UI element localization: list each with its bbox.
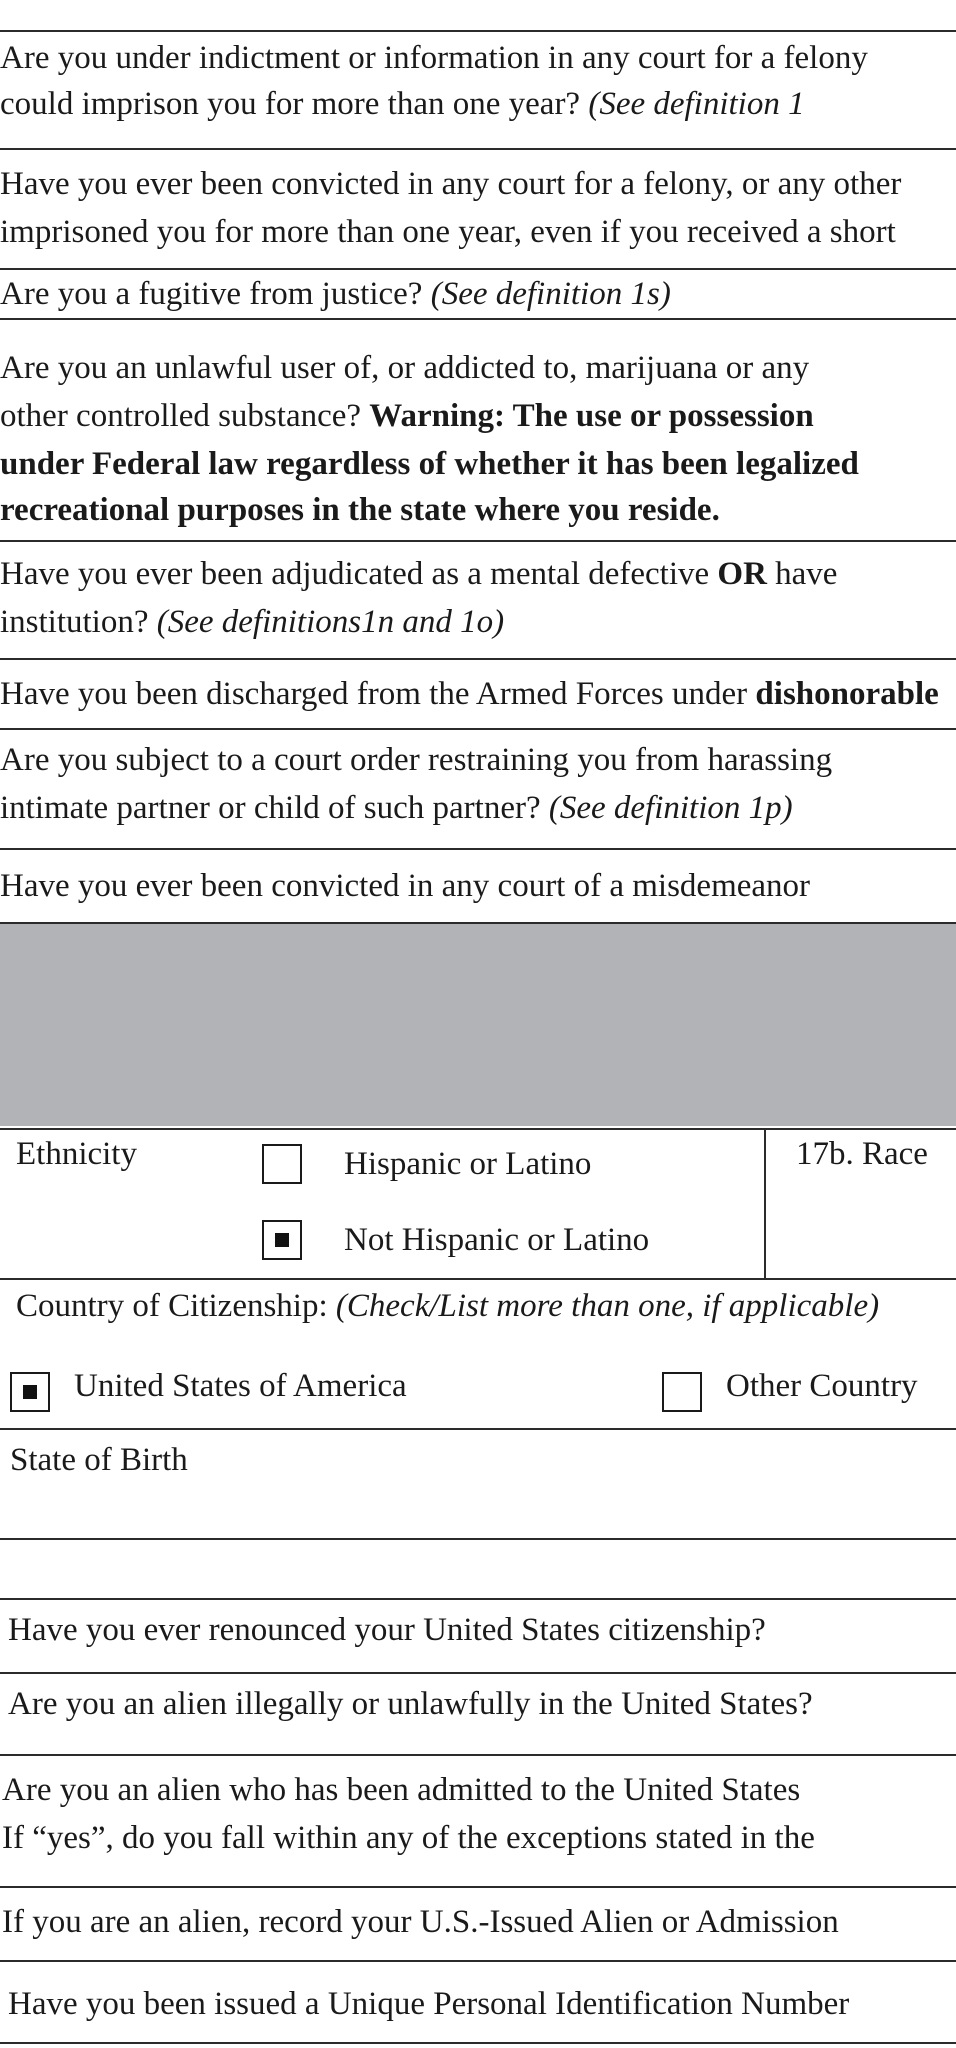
rule <box>0 1598 956 1600</box>
rule <box>0 728 956 730</box>
question-unlawful-user-line4: recreational purposes in the state where you reside. <box>0 492 720 528</box>
rule <box>0 1278 956 1280</box>
hispanic-option-label: Hispanic or Latino <box>344 1146 592 1182</box>
question-alien-illegal: Are you an alien illegally or unlawfully in the United States? <box>8 1686 813 1722</box>
shaded-section-header <box>0 924 956 1126</box>
not-hispanic-option-label: Not Hispanic or Latino <box>344 1222 650 1258</box>
race-label: 17b. Race <box>796 1136 928 1172</box>
check-mark-icon <box>23 1385 37 1399</box>
rule <box>0 268 956 270</box>
rule <box>0 848 956 850</box>
rule <box>0 658 956 660</box>
question-unlawful-user-line1: Are you an unlawful user of, or addicted to, marijuana or any <box>0 350 810 386</box>
rule <box>0 1886 956 1888</box>
state-of-birth-field[interactable] <box>0 1484 956 1536</box>
question-convicted-felony-line1: Have you ever been convicted in any court for a felony, or any other <box>0 166 902 202</box>
other-country-checkbox[interactable] <box>662 1372 702 1412</box>
rule <box>0 1754 956 1756</box>
ethnicity-label: Ethnicity <box>16 1136 137 1172</box>
question-unlawful-user-line3: under Federal law regardless of whether it has been legalized <box>0 446 859 482</box>
question-restraining-line1: Are you subject to a court order restraining you from harassing <box>0 742 833 778</box>
rule <box>0 540 956 542</box>
question-alien-admitted-line1: Are you an alien who has been admitted to the United States <box>2 1772 801 1808</box>
check-mark-icon <box>275 1233 289 1247</box>
hispanic-checkbox[interactable] <box>262 1144 302 1184</box>
citizenship-label: Country of Citizenship: (Check/List more than one, if applicable) <box>16 1288 880 1324</box>
question-discharged: Have you been discharged from the Armed Forces under dishonorable <box>0 676 939 712</box>
question-upin: Have you been issued a Unique Personal Identification Number <box>8 1986 850 2022</box>
rule <box>0 148 956 150</box>
usa-checkbox[interactable] <box>10 1372 50 1412</box>
question-convicted-felony-line2: imprisoned you for more than one year, even if you received a short <box>0 214 896 250</box>
question-renounced: Have you ever renounced your United States citizenship? <box>8 1612 766 1648</box>
rule <box>0 1960 956 1962</box>
usa-option-label: United States of America <box>74 1368 407 1404</box>
rule <box>0 30 956 32</box>
question-mental-line2: institution? (See definitions1n and 1o) <box>0 604 505 640</box>
question-alien-admitted-line2: If “yes”, do you fall within any of the exceptions stated in the <box>2 1820 815 1856</box>
question-restraining-line2: intimate partner or child of such partner? (See definition 1p) <box>0 790 793 826</box>
question-alien-number: If you are an alien, record your U.S.-Issued Alien or Admission <box>2 1904 839 1940</box>
question-fugitive: Are you a fugitive from justice? (See definition 1s) <box>0 276 671 312</box>
rule <box>0 2042 956 2044</box>
question-misdemeanor: Have you ever been convicted in any court of a misdemeanor <box>0 868 811 904</box>
question-mental-line1: Have you ever been adjudicated as a mental defective OR have <box>0 556 838 592</box>
rule <box>0 1128 956 1130</box>
rule <box>0 1672 956 1674</box>
rule <box>0 1428 956 1430</box>
column-divider <box>764 1128 766 1278</box>
not-hispanic-checkbox[interactable] <box>262 1220 302 1260</box>
rule <box>0 1538 956 1540</box>
state-of-birth-label: State of Birth <box>10 1442 188 1478</box>
question-indictment-line2: could imprison you for more than one year? (See definition 1 <box>0 86 805 122</box>
question-unlawful-user-line2: other controlled substance? Warning: The use or possession <box>0 398 814 434</box>
other-country-option-label: Other Country <box>726 1368 918 1404</box>
rule <box>0 318 956 320</box>
question-indictment-line1: Are you under indictment or information in any court for a felony <box>0 40 868 76</box>
